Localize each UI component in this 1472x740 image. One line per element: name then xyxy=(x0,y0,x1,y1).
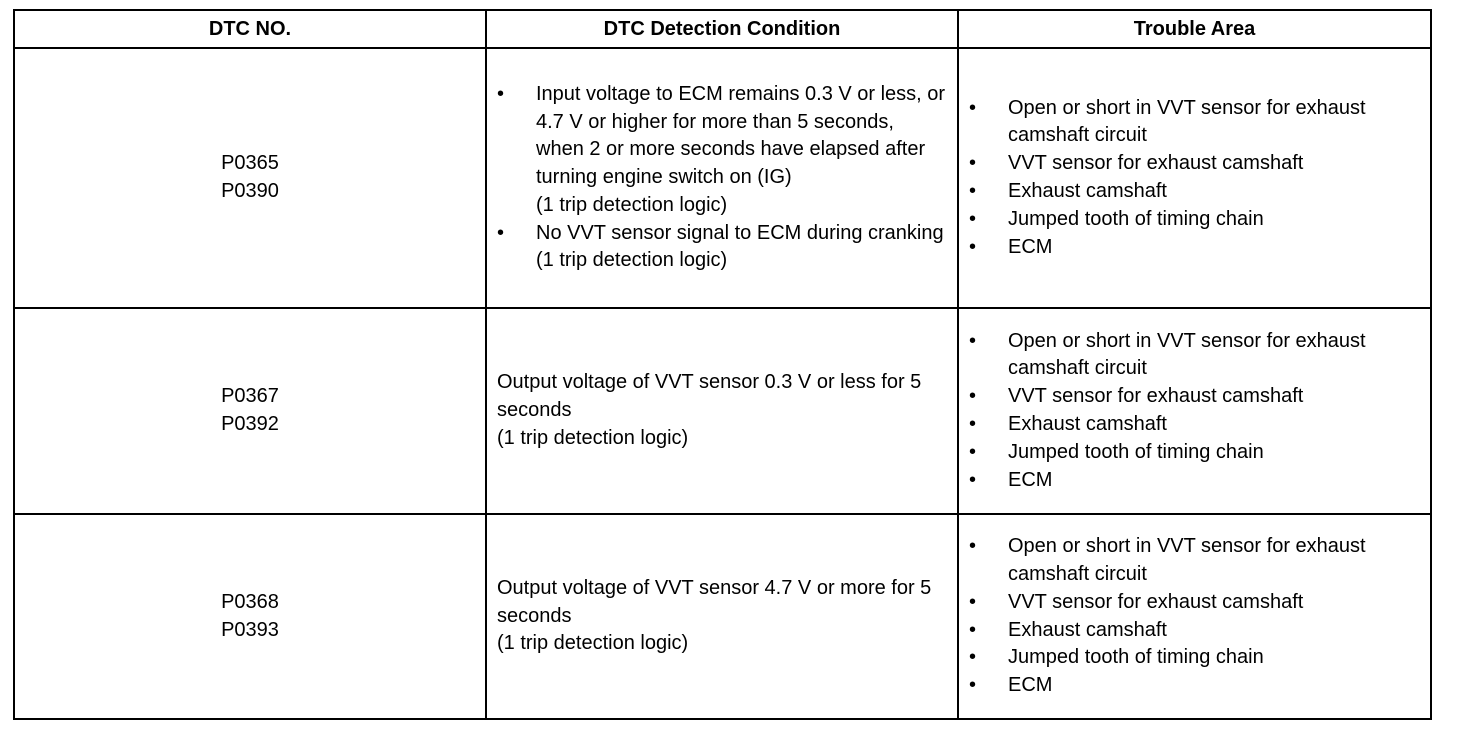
trouble-area-text: Exhaust camshaft xyxy=(1008,180,1167,202)
trouble-area-item xyxy=(969,644,1420,672)
header-row xyxy=(14,10,1431,48)
condition-item xyxy=(497,81,947,220)
condition-note: (1 trip detection logic) xyxy=(497,632,689,655)
trouble-area-item xyxy=(969,95,1420,151)
condition-note: (1 trip detection logic) xyxy=(536,249,728,272)
header-detection-condition: DTC Detection Condition xyxy=(486,10,958,48)
trouble-area-item xyxy=(969,178,1420,206)
condition-note: (1 trip detection logic) xyxy=(497,426,689,449)
trouble-area-list xyxy=(969,95,1420,262)
condition-item xyxy=(497,220,947,276)
bullet-icon: • xyxy=(969,646,977,669)
trouble-area-cell xyxy=(958,514,1431,719)
trouble-area-item xyxy=(969,672,1420,700)
bullet-icon: • xyxy=(969,152,977,175)
trouble-area-text: Open or short in VVT sensor for exhaust camshaft circuit xyxy=(1008,535,1366,585)
bullet-icon: • xyxy=(969,674,977,697)
bullet-icon: • xyxy=(969,590,977,613)
bullet-icon: • xyxy=(969,535,977,558)
dtc-code-cell xyxy=(14,308,486,514)
condition-text: Output voltage of VVT sensor 4.7 V or more for 5 seconds xyxy=(497,576,932,627)
trouble-area-text: Exhaust camshaft xyxy=(1008,618,1167,641)
bullet-icon: • xyxy=(969,235,977,258)
dtc-code: P0367 xyxy=(221,385,279,408)
trouble-area-item xyxy=(969,383,1420,411)
dtc-code: P0365 xyxy=(221,152,279,175)
dtc-table xyxy=(13,9,1432,720)
bullet-icon: • xyxy=(969,329,977,352)
trouble-area-item xyxy=(969,439,1420,467)
trouble-area-text: ECM xyxy=(1008,674,1053,697)
trouble-area-text: ECM xyxy=(1008,468,1053,491)
bullet-icon: • xyxy=(969,180,977,202)
detection-condition-cell xyxy=(486,48,958,308)
table-row xyxy=(14,514,1431,719)
condition-note: (1 trip detection logic) xyxy=(536,193,728,216)
trouble-area-item xyxy=(969,234,1420,262)
dtc-code: P0390 xyxy=(221,180,279,202)
condition-text: No VVT sensor signal to ECM during cranking xyxy=(536,221,944,244)
trouble-area-text: VVT sensor for exhaust camshaft xyxy=(1008,590,1304,613)
bullet-icon: • xyxy=(969,385,977,408)
dtc-code-cell xyxy=(14,48,486,308)
trouble-area-text: Jumped tooth of timing chain xyxy=(1008,646,1264,669)
dtc-code: P0393 xyxy=(221,618,279,641)
dtc-code: P0368 xyxy=(221,590,279,613)
bullet-icon: • xyxy=(969,207,977,230)
bullet-icon: • xyxy=(969,440,977,463)
trouble-area-item xyxy=(969,617,1420,645)
trouble-area-list xyxy=(969,328,1420,495)
trouble-area-cell xyxy=(958,308,1431,514)
dtc-code: P0392 xyxy=(221,413,279,435)
bullet-icon: • xyxy=(497,82,505,105)
condition-text: Input voltage to ECM remains 0.3 V or less, or 4.7 V or higher for more than 5 seconds, when 2 or more seconds have elapsed after turning engine switch on (IG) xyxy=(536,82,946,189)
detection-condition-cell xyxy=(486,514,958,719)
trouble-area-item xyxy=(969,411,1420,439)
condition-list xyxy=(497,81,947,276)
trouble-area-text: Exhaust camshaft xyxy=(1008,413,1167,435)
trouble-area-text: Open or short in VVT sensor for exhaust camshaft circuit xyxy=(1008,96,1366,147)
bullet-icon: • xyxy=(969,96,977,119)
header-dtc-no: DTC NO. xyxy=(14,10,486,48)
condition-text: Output voltage of VVT sensor 0.3 V or less for 5 seconds xyxy=(497,371,922,422)
trouble-area-text: VVT sensor for exhaust camshaft xyxy=(1008,385,1304,408)
bullet-icon: • xyxy=(969,618,977,641)
trouble-area-text: Open or short in VVT sensor for exhaust camshaft circuit xyxy=(1008,329,1366,380)
trouble-area-item xyxy=(969,467,1420,495)
trouble-area-item xyxy=(969,533,1420,589)
trouble-area-text: Jumped tooth of timing chain xyxy=(1008,440,1264,463)
bullet-icon: • xyxy=(969,413,977,435)
header-trouble-area: Trouble Area xyxy=(958,10,1431,48)
detection-condition-cell xyxy=(486,308,958,514)
trouble-area-item xyxy=(969,206,1420,234)
trouble-area-item xyxy=(969,328,1420,384)
trouble-area-text: VVT sensor for exhaust camshaft xyxy=(1008,152,1304,175)
table-row xyxy=(14,48,1431,308)
bullet-icon: • xyxy=(497,221,505,244)
trouble-area-text: ECM xyxy=(1008,235,1053,258)
trouble-area-item xyxy=(969,589,1420,617)
dtc-code-cell xyxy=(14,514,486,719)
bullet-icon: • xyxy=(969,468,977,491)
trouble-area-item xyxy=(969,150,1420,178)
table-row xyxy=(14,308,1431,514)
trouble-area-cell xyxy=(958,48,1431,308)
trouble-area-list xyxy=(969,533,1420,700)
trouble-area-text: Jumped tooth of timing chain xyxy=(1008,207,1264,230)
